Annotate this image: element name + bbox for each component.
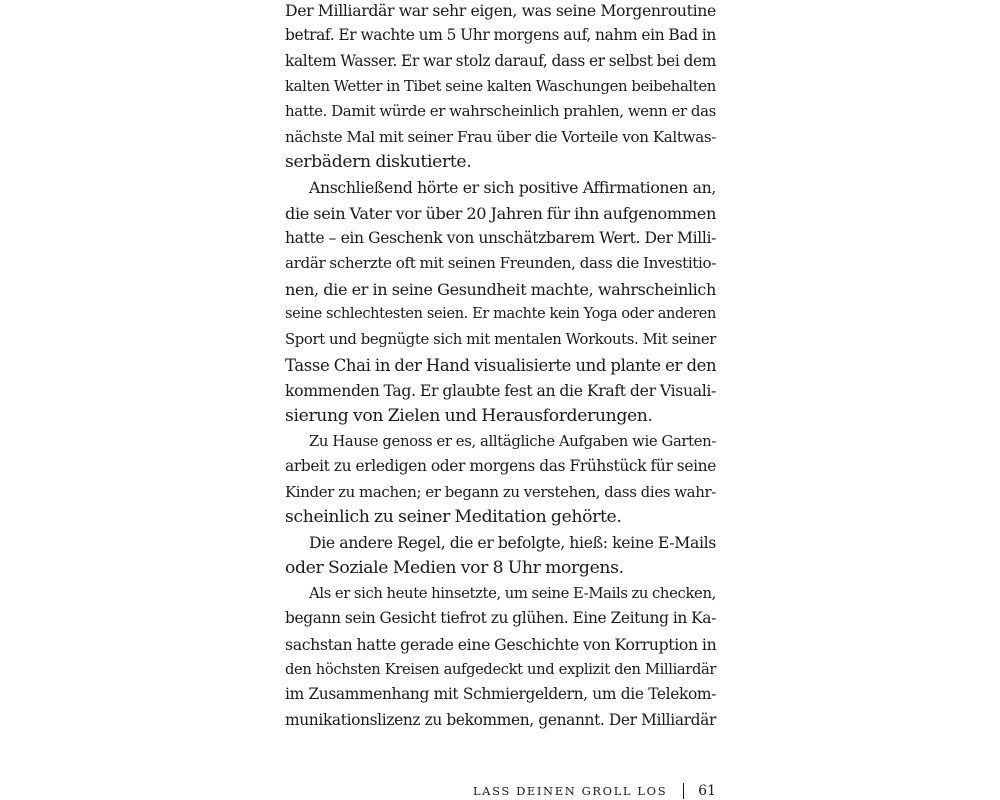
text-line: Die andere Regel, die er befolgte, hieß: keine E-Mails bbox=[309, 533, 716, 553]
text-line: die sein Vater vor über 20 Jahren für ihn aufgenommen bbox=[285, 203, 716, 223]
text-line: sierung von Zielen und Herausforderungen. bbox=[285, 405, 653, 426]
text-line: Anschließend hörte er sich positive Affirmationen an, bbox=[309, 178, 716, 198]
text-line: Kinder zu machen; er begann zu verstehen, dass dies wahr- bbox=[285, 482, 716, 501]
text-line: oder Soziale Medien vor 8 Uhr morgens. bbox=[285, 557, 624, 578]
text-line: kalten Wetter in Tibet seine kalten Waschungen beibehalten bbox=[285, 78, 716, 96]
text-line: nächste Mal mit seiner Frau über die Vorteile von Kaltwas- bbox=[285, 127, 716, 146]
text-line: kaltem Wasser. Er war stolz darauf, dass er selbst bei dem bbox=[285, 51, 716, 70]
text-line: scheinlich zu seiner Meditation gehörte. bbox=[285, 506, 622, 527]
text-line: serbädern diskutierte. bbox=[285, 152, 472, 173]
text-line: Tasse Chai in der Hand visualisierte und plante er den bbox=[285, 355, 717, 375]
running-title: LASS DEINEN GROLL LOS bbox=[472, 784, 668, 798]
body-text bbox=[285, 0, 716, 733]
text-line: betraf. Er wachte um 5 Uhr morgens auf, nahm ein Bad in bbox=[285, 26, 716, 45]
text-line: seine schlechtesten seien. Er machte kein Yoga oder anderen bbox=[285, 306, 716, 323]
footer-divider bbox=[683, 783, 684, 799]
text-line: arbeit zu erledigen oder morgens das Frühstück für seine bbox=[285, 457, 716, 476]
text-line: nen, die er in seine Gesundheit machte, wahrscheinlich bbox=[285, 279, 716, 299]
text-line: Sport und begnügte sich mit mentalen Workouts. Mit seiner bbox=[285, 331, 716, 349]
text-line: sachstan hatte gerade eine Geschichte von Korruption in bbox=[285, 634, 717, 654]
text-line: hatte – ein Geschenk von unschätzbarem Wert. Der Milli- bbox=[285, 229, 716, 248]
text-line: den höchsten Kreisen aufgedeckt und explizit den Milliardär bbox=[285, 660, 716, 678]
text-line: im Zusammenhang mit Schmiergeldern, um die Telekom- bbox=[285, 685, 716, 704]
text-line: kommenden Tag. Er glaubte fest an die Kraft der Visuali- bbox=[285, 381, 716, 401]
text-line: begann sein Gesicht tiefrot zu glühen. Eine Zeitung in Ka- bbox=[285, 609, 716, 628]
text-line: Zu Hause genoss er es, alltägliche Aufgaben wie Garten- bbox=[309, 432, 716, 450]
page-footer bbox=[473, 782, 716, 800]
page-number: 61 bbox=[698, 783, 716, 799]
text-line: Der Milliardär war sehr eigen, was seine Morgenroutine bbox=[285, 1, 716, 20]
text-line: ardär scherzte oft mit seinen Freunden, dass die Investitio- bbox=[285, 254, 716, 273]
text-line: hatte. Damit würde er wahrscheinlich prahlen, wenn er das bbox=[285, 102, 716, 121]
text-line: munikationslizenz zu bekommen, genannt. Der Milliardär bbox=[285, 710, 716, 729]
text-line: Als er sich heute hinsetzte, um seine E-Mails zu checken, bbox=[309, 584, 716, 602]
